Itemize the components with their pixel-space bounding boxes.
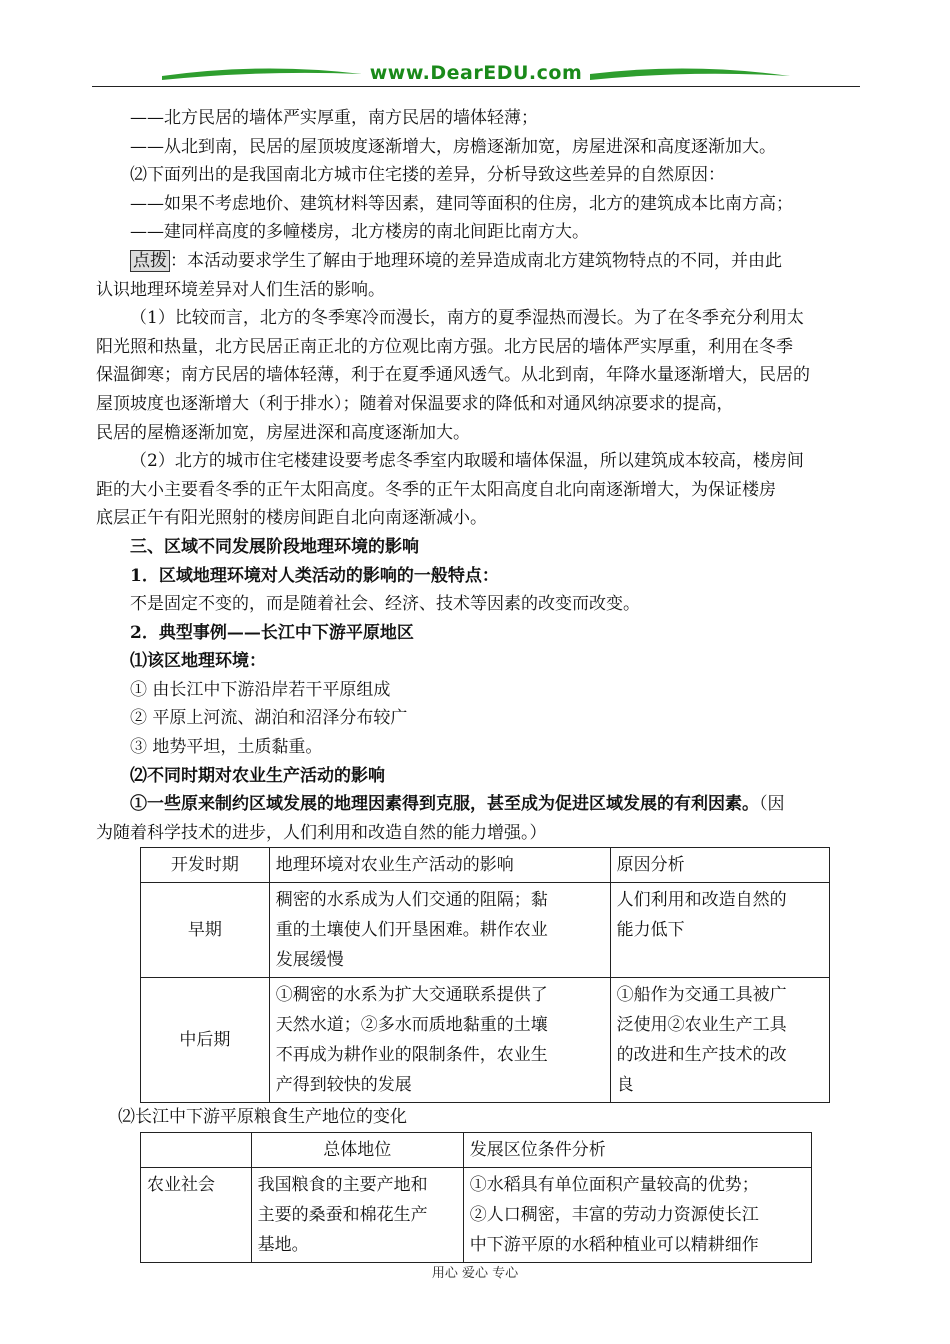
para1-line: 民居的屋檐逐渐加宽，房屋进深和高度逐渐加大。 — [96, 422, 470, 443]
intro-line: ——北方民居的墙体严实厚重，南方民居的墙体轻薄； — [130, 108, 538, 128]
development-period-table — [140, 847, 830, 1103]
era-cell: 农业社会 — [141, 1168, 252, 1263]
cell-line: 我国粮食的主要产地和 — [257, 1175, 428, 1196]
table-header-cell — [141, 1133, 252, 1168]
cell-line: 中下游平原的水稻种植业可以精耕细作 — [469, 1235, 759, 1256]
document-body — [96, 104, 864, 1263]
cell-line: 泛使用②农业生产工具 — [616, 1015, 787, 1036]
table-header-cell: 发展区位条件分析 — [463, 1133, 811, 1168]
environment-item: ① 由长江中下游沿岸若干平原组成 — [130, 679, 391, 700]
hint-line-2: 认识地理环境差异对人们生活的影响。 — [96, 279, 385, 300]
para1-line: 保温御寒；南方民居的墙体轻薄，利于在夏季通风透气。从北到南，年降水量逐渐增大，民居的 — [96, 365, 810, 386]
intro-line: ——从北到南，民居的屋顶坡度逐渐增大，房檐逐渐加宽，房屋进深和高度逐渐加大。 — [130, 136, 776, 157]
cell-line: 基地。 — [257, 1235, 309, 1256]
page-footer: 用心 爱心 专心 — [431, 1266, 519, 1281]
table-header-row — [141, 848, 830, 883]
impact-line — [96, 790, 864, 819]
subheading-2: 2．典型事例——长江中下游平原地区 — [130, 622, 414, 643]
page-header — [92, 60, 860, 90]
cell-line: 产得到较快的发展 — [275, 1075, 412, 1096]
section-heading: 三、区域不同发展阶段地理环境的影响 — [130, 536, 419, 557]
intro-line: ——如果不考虑地价、建筑材料等因素，建同等面积的住房，北方的建筑成本比南方高； — [130, 193, 793, 214]
cell-line: 人们利用和改造自然的 — [616, 890, 787, 911]
cell-line: 主要的桑蚕和棉花生产 — [257, 1205, 428, 1226]
para2-line: 距的大小主要看冬季的正午太阳高度。冬季的正午太阳高度自北向南逐渐增大，为保证楼房 — [96, 479, 776, 500]
table-row — [141, 978, 830, 1103]
cell-line: 能力低下 — [616, 920, 685, 941]
cell-line: ②人口稠密，丰富的劳动力资源使长江 — [469, 1205, 759, 1226]
impact-cell — [269, 978, 610, 1103]
cell-line: 重的土壤使人们开垦困难。耕作农业 — [275, 920, 548, 941]
para2-line: （2）北方的城市住宅楼建设要考虑冬季室内取暖和墙体保温，所以建筑成本较高，楼房间 — [130, 451, 804, 472]
cell-line: 天然水道；②多水而质地黏重的土壤 — [275, 1015, 548, 1036]
impact-heading: ⑵不同时期对农业生产活动的影响 — [130, 765, 385, 786]
impact-bold-text: ①一些原来制约区域发展的地理因素得到克服，甚至成为促进区域发展的有利因素。 — [130, 794, 759, 815]
period-cell: 早期 — [141, 883, 270, 978]
header-rule — [92, 86, 860, 87]
site-logo-text: www.DearEDU.com — [369, 62, 583, 84]
impact-tail-text: （因 — [759, 794, 785, 815]
para1-line: 屋顶坡度也逐渐增大（利于排水）；随着对保温要求的降低和对通风纳凉要求的提高， — [96, 393, 734, 414]
environment-item: ③ 地势平坦，土质黏重。 — [130, 737, 323, 758]
period-cell: 中后期 — [141, 978, 270, 1103]
intro-line: ——建同样高度的多幢楼房，北方楼房的南北间距比南方大。 — [130, 222, 589, 243]
cell-line: 的改进和生产技术的改 — [616, 1045, 787, 1066]
para2-line: 底层正午有阳光照射的楼房间距自北向南逐渐减小。 — [96, 508, 487, 529]
subheading-1: 1．区域地理环境对人类活动的影响的一般特点： — [130, 565, 499, 586]
hint-line — [96, 247, 864, 276]
grain-status-table — [140, 1132, 812, 1263]
hint-label: 点拨 — [130, 250, 170, 272]
reason-cell — [610, 978, 829, 1103]
cell-line: 发展缓慢 — [275, 950, 344, 971]
table-row — [141, 1168, 812, 1263]
para1-line: （1）比较而言，北方的冬季寒冷而漫长，南方的夏季湿热而漫长。为了在冬季充分利用太 — [130, 308, 804, 329]
cell-line: 不再成为耕作业的限制条件，农业生 — [275, 1045, 548, 1066]
environment-heading: ⑴该区地理环境： — [130, 651, 266, 672]
cell-line: ①稠密的水系为扩大交通联系提供了 — [275, 985, 548, 1006]
analysis-cell — [463, 1168, 811, 1263]
table2-title: ⑵长江中下游平原粮食生产地位的变化 — [118, 1107, 407, 1128]
reason-cell — [610, 883, 829, 978]
impact-cell — [269, 883, 610, 978]
hint-text: ：本活动要求学生了解由于地理环境的差异造成南北方建筑物特点的不同，并由此 — [170, 250, 782, 271]
table-header-row — [141, 1133, 812, 1168]
para1-line: 阳光照和热量，北方民居正南正北的方位观比南方强。北方民居的墙体严实厚重，利用在冬季 — [96, 336, 793, 357]
status-cell — [251, 1168, 463, 1263]
table-header-cell: 总体地位 — [251, 1133, 463, 1168]
table-row — [141, 883, 830, 978]
right-swoosh-decoration — [590, 66, 790, 84]
table-header-cell: 开发时期 — [141, 848, 270, 883]
table-header-cell: 原因分析 — [610, 848, 829, 883]
cell-line: 良 — [616, 1075, 634, 1096]
cell-line: ①水稻具有单位面积产量较高的优势； — [469, 1175, 759, 1196]
cell-line: 稠密的水系成为人们交通的阻隔；黏 — [275, 890, 548, 911]
environment-item: ② 平原上河流、湖泊和沼泽分布较广 — [130, 708, 408, 729]
table-header-cell: 地理环境对农业生产活动的影响 — [269, 848, 610, 883]
cell-line: ①船作为交通工具被广 — [616, 985, 787, 1006]
subheading-1-text: 不是固定不变的，而是随着社会、经济、技术等因素的改变而改变。 — [130, 594, 640, 615]
impact-line-2: 为随着科学技术的进步，人们利用和改造自然的能力增强。） — [96, 822, 547, 843]
intro-line: ⑵下面列出的是我国南北方城市住宅搂的差异，分析导致这些差异的自然原因： — [130, 165, 725, 186]
